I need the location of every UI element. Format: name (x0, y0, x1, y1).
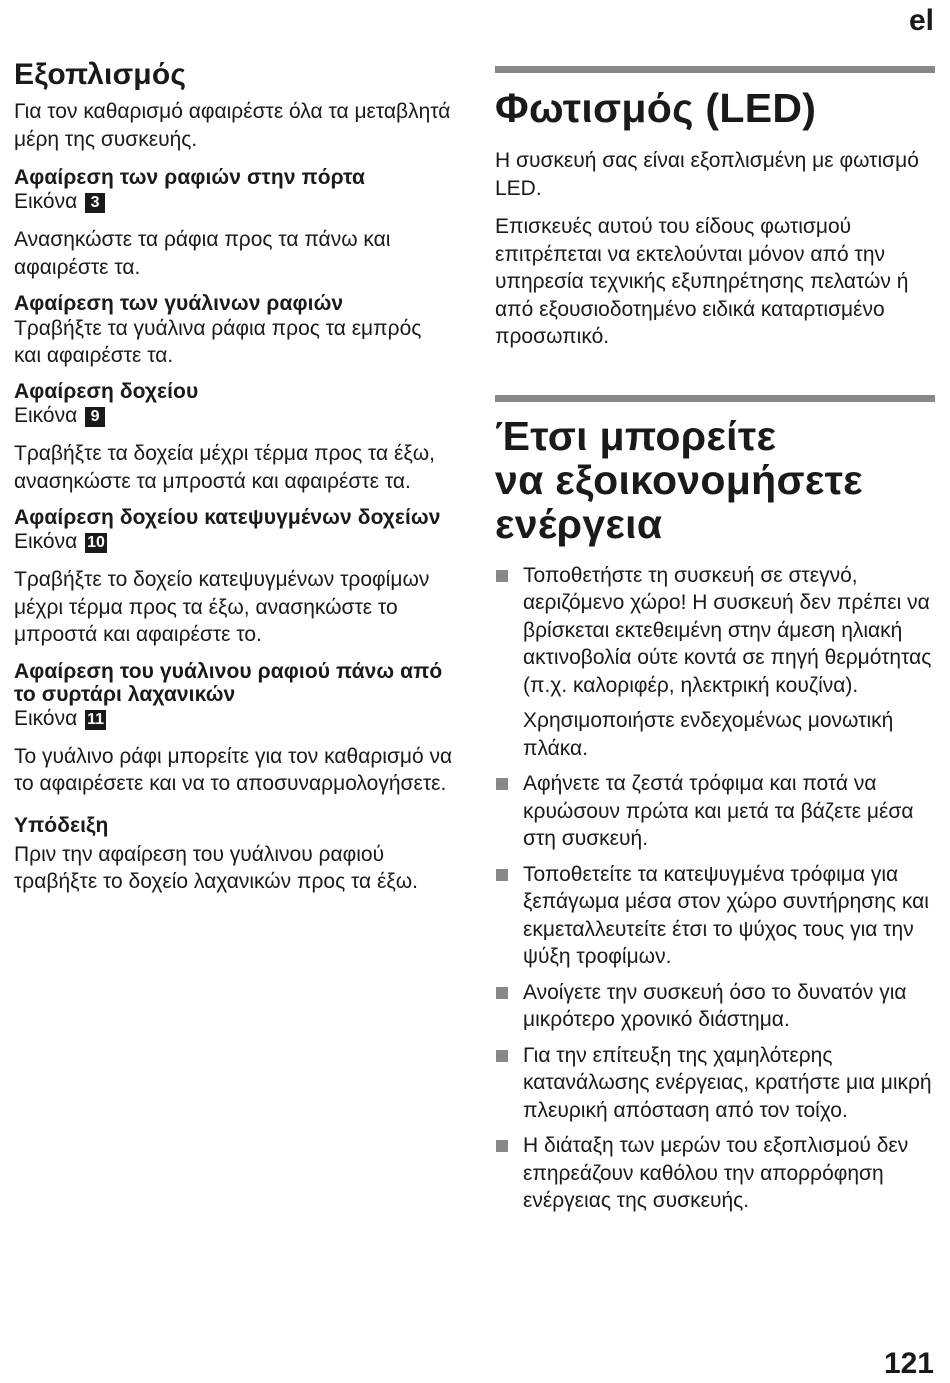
paragraph: Πριν την αφαίρεση του γυάλινου ραφιού τραβήξτε το δοχείο λαχανικών προς τα έξω. (14, 842, 419, 893)
paragraph: Τραβήξτε το δοχείο κατεψυγμένων τροφίμων μέχρι τέρμα προς τα έξω, ανασηκώστε το μπροστά και αφαιρέστε το. (14, 568, 430, 646)
title-line: να εξοικονομήσετε (495, 456, 863, 503)
energy-tips-list (495, 562, 935, 1215)
paragraph: Ανασηκώστε τα ράφια προς τα πάνω και αφαιρέστε τα. (14, 228, 391, 279)
list-item-text: Αφήνετε τα ζεστά τρόφιμα και ποτά να κρυώσουν πρώτα και μετά τα βάζετε μέσα στη συσκευή. (523, 772, 914, 850)
list-item-text: Τοποθετείτε τα κατεψυγμένα τρόφιμα για ξεπάγωμα μέσα στον χώρο συντήρησης και εκμεταλλευτείτε έτσι το ψύχος τους για την ψύξη τροφίμων. (523, 862, 929, 968)
figure-number-badge: 11 (87, 710, 105, 728)
list-item-text: Για την επίτευξη της χαμηλότερης κατανάλωσης ενέργειας, κρατήστε μια μικρή πλευρική απόσταση από τον τοίχο. (523, 1043, 932, 1122)
equipment-intro: Για τον καθαρισμό αφαιρέστε όλα τα μεταβλητά μέρη της συσκευής. (14, 100, 451, 151)
figure-reference (14, 706, 454, 732)
figure-label: Εικόνα (14, 404, 78, 427)
heading-glass-shelves: Αφαίρεση των γυάλινων ραφιών (14, 292, 344, 315)
figure-reference (14, 189, 454, 215)
heading-container: Αφαίρεση δοχείου (14, 380, 199, 403)
title-line: ενέργεια (495, 500, 663, 547)
paragraph: Τραβήξτε τα δοχεία μέχρι τέρμα προς τα έξω, ανασηκώστε τα μπροστά και αφαιρέστε τα. (14, 442, 436, 493)
section-note (14, 814, 454, 896)
section-title-equipment: Εξοπλισμός (14, 58, 187, 91)
figure-number-badge: 9 (85, 407, 105, 427)
heading-frozen-container: Αφαίρεση δοχείου κατεψυγμένων δοχείων (14, 506, 441, 529)
square-bullet-icon (496, 1140, 508, 1152)
list-item-text: Ανοίγετε την συσκευή όσο το δυνατόν για μικρότερο χρονικό διάστημα. (523, 980, 907, 1031)
section-glass-shelves (14, 292, 454, 369)
figure-label: Εικόνα (14, 190, 78, 213)
list-item-text: Η διάταξη των μερών του εξοπλισμού δεν επηρεάζουν καθόλου την απορρόφηση ενέργειας της συσκευής. (523, 1134, 909, 1212)
section-container (14, 380, 454, 495)
square-bullet-icon (496, 869, 508, 881)
led-paragraph-1: Η συσκευή σας είναι εξοπλισμένη με φωτισμό LED. (495, 149, 919, 200)
list-item (495, 861, 935, 971)
section-title-energy (495, 414, 935, 546)
figure-number-badge: 10 (87, 534, 105, 551)
heading-door-shelves: Αφαίρεση των ραφιών στην πόρτα (14, 166, 366, 189)
square-bullet-icon (496, 987, 508, 999)
square-bullet-icon (496, 1050, 508, 1062)
section-glass-shelf-drawer (14, 660, 454, 798)
paragraph: Τραβήξτε τα γυάλινα ράφια προς τα εμπρός και αφαιρέστε τα. (14, 317, 422, 367)
list-item-text: Τοποθετήστε τη συσκευή σε στεγνό, αεριζόμενο χώρο! Η συσκευή δεν πρέπει να βρίσκεται εκτεθειμένη στην άμεση ηλιακή ακτινοβολία ούτε κοντά σε πηγή θερμότητας (π.χ. καλοριφέρ, ηλεκτρική κουζίνα). (523, 563, 932, 697)
section-divider (495, 66, 935, 73)
list-item (495, 562, 935, 763)
section-title-led: Φωτισμός (LED) (495, 85, 817, 131)
title-line: Έτσι μπορείτε (495, 412, 777, 459)
paragraph: Το γυάλινο ράφι μπορείτε για τον καθαρισμό να το αφαιρέσετε και να το αποσυναρμολογήσετε. (14, 744, 453, 795)
figure-reference (14, 529, 454, 555)
right-column (495, 66, 935, 1223)
section-divider (495, 395, 935, 402)
heading-glass-shelf-drawer: Αφαίρεση του γυάλινου ραφιού πάνω από το συρτάρι λαχανικών (14, 659, 443, 706)
section-door-shelves (14, 166, 454, 281)
list-item (495, 1042, 935, 1125)
list-item (495, 1132, 935, 1215)
figure-label: Εικόνα (14, 530, 78, 553)
list-item (495, 979, 935, 1034)
square-bullet-icon (496, 778, 508, 790)
page-number: 121 (883, 1347, 934, 1380)
figure-number-badge: 3 (85, 193, 105, 213)
list-item-extra: Χρησιμοποιήστε ενδεχομένως μονωτική πλάκα. (523, 709, 894, 760)
led-paragraph-2: Επισκευές αυτού του είδους φωτισμού επιτρέπεται να εκτελούνται μόνον από την υπηρεσία τεχνικής εξυπηρέτησης πελατών ή από εξουσιοδοτημένο ειδικά καταρτισμένο προσωπικό. (495, 215, 909, 348)
figure-label: Εικόνα (14, 706, 78, 730)
list-item (495, 770, 935, 853)
heading-note: Υπόδειξη (14, 813, 109, 837)
figure-reference (14, 403, 454, 429)
language-code: el (908, 4, 934, 37)
square-bullet-icon (496, 570, 508, 582)
left-column (14, 58, 454, 907)
section-frozen-container (14, 506, 454, 649)
